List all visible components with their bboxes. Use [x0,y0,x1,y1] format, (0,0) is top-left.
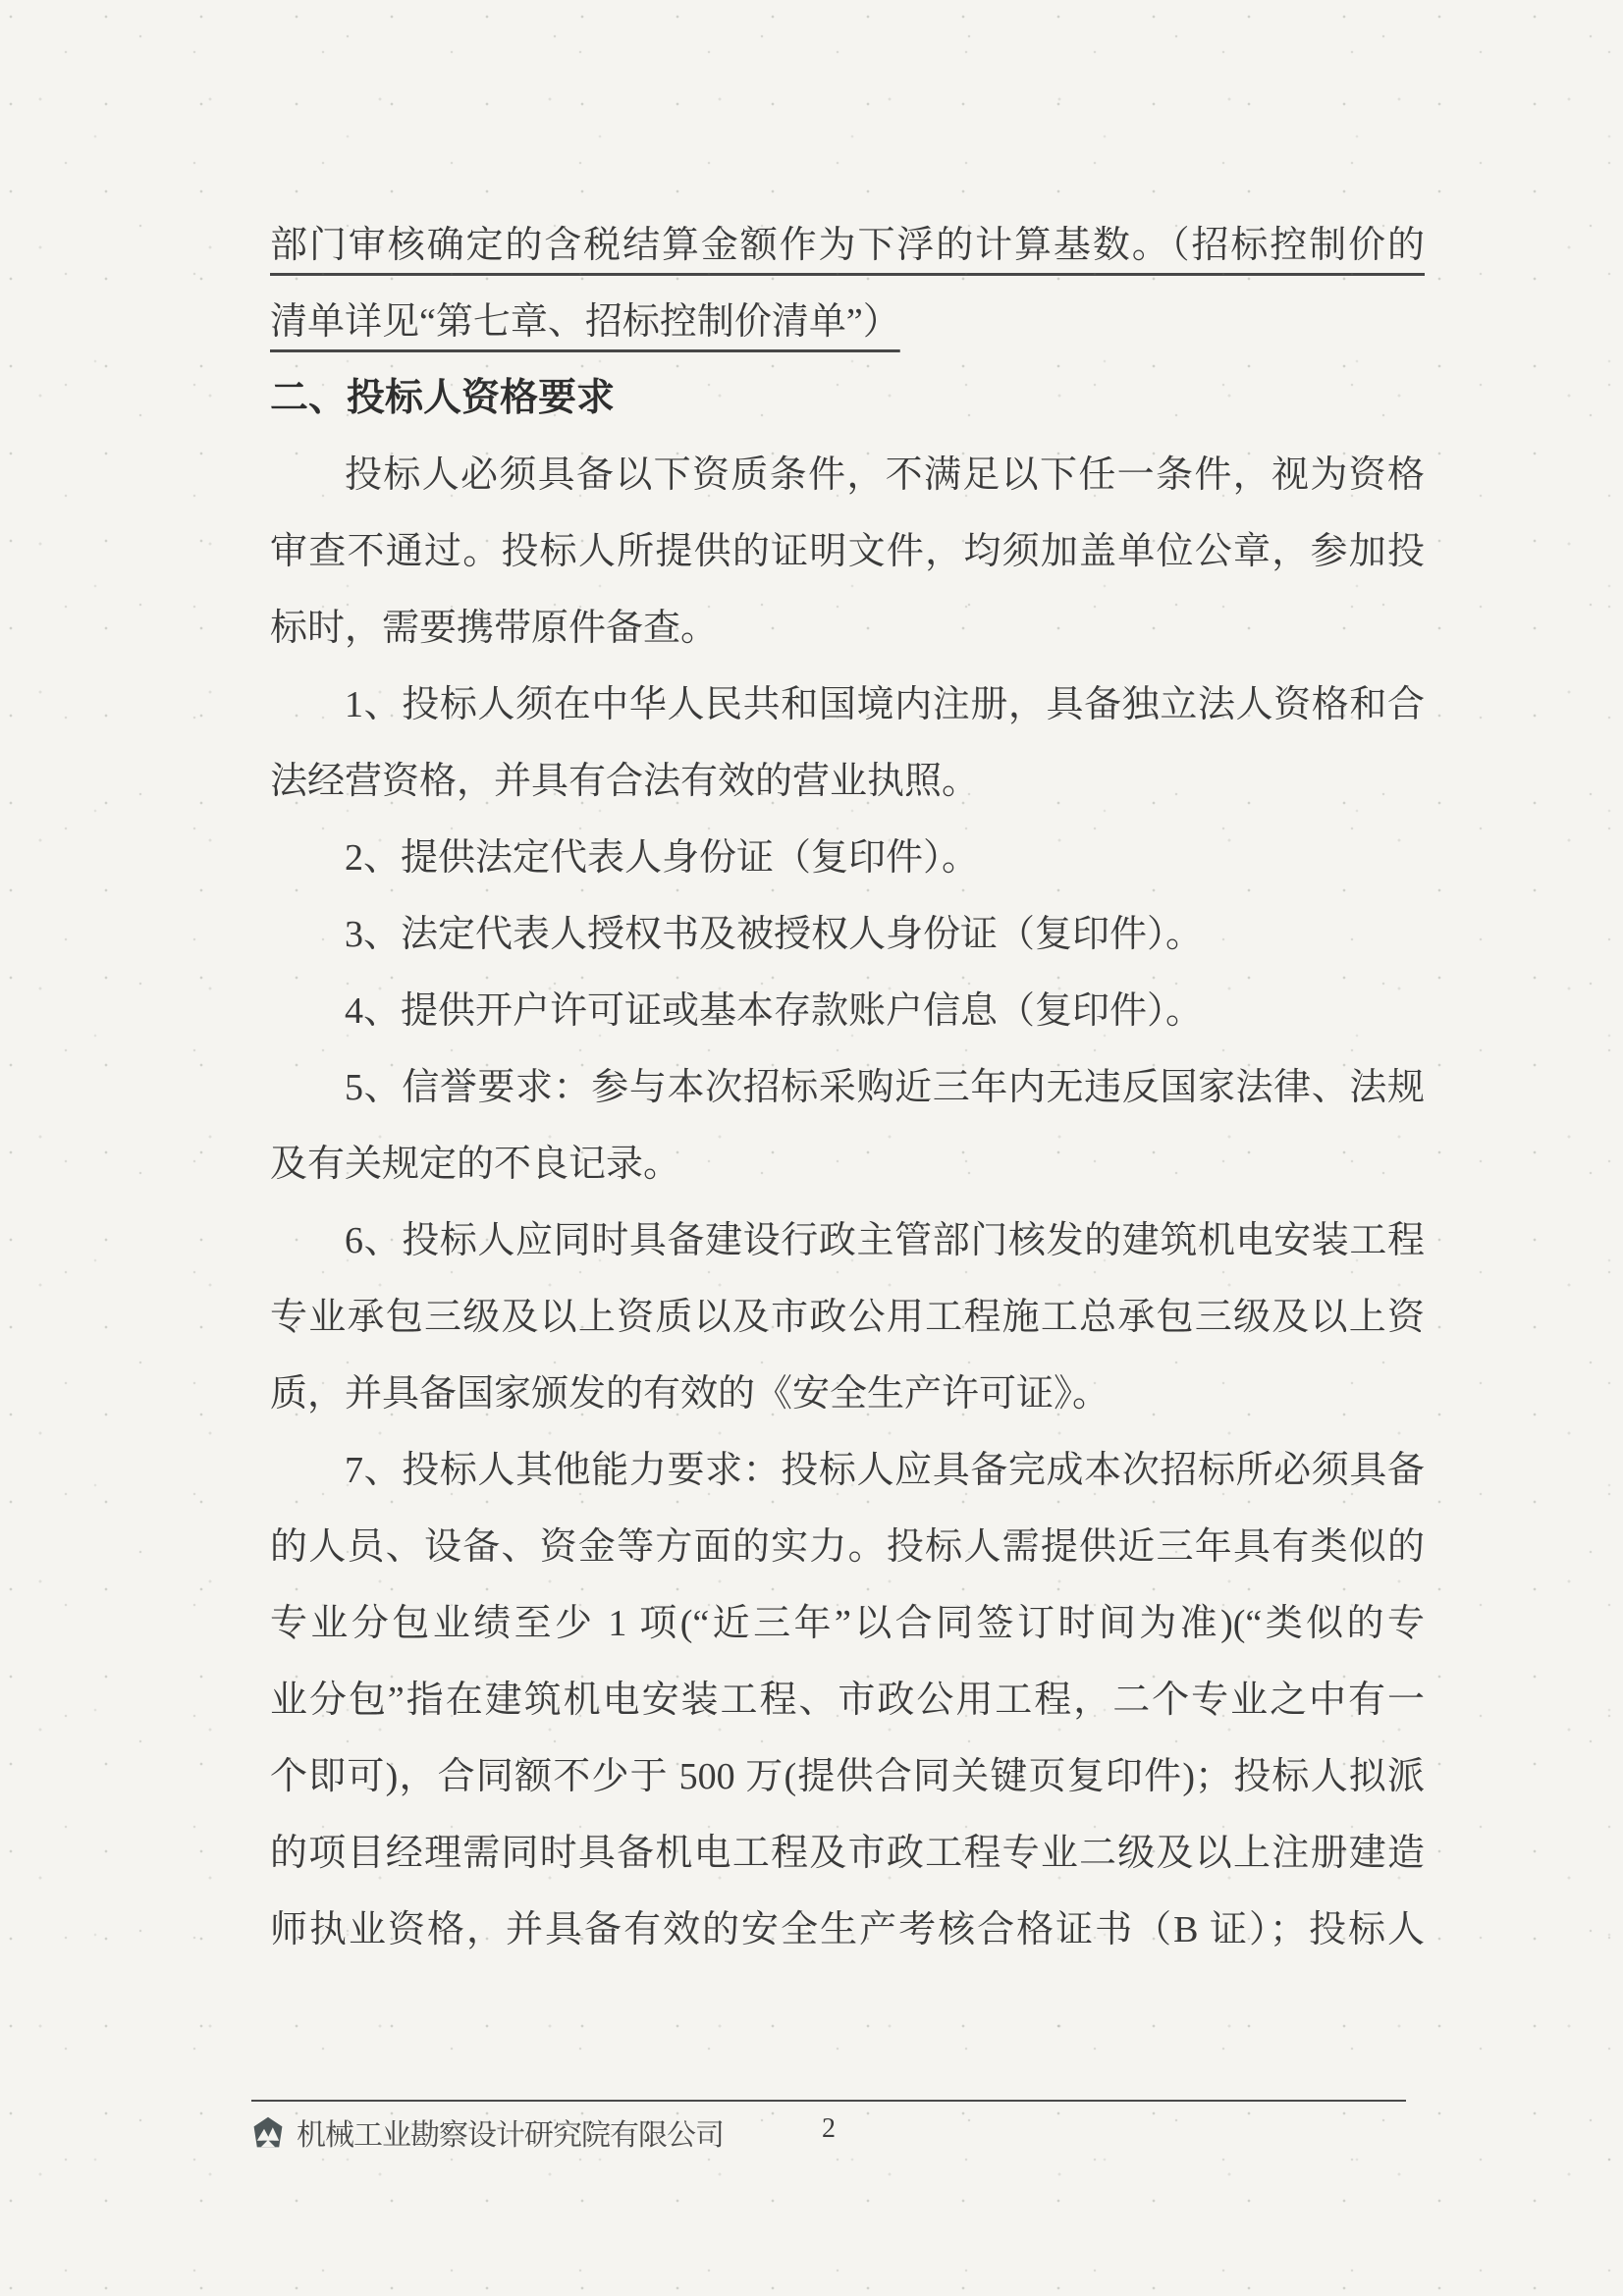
paragraph-line: 投标人必须具备以下资质条件，不满足以下任一条件，视为资格 [345,454,1425,496]
requirement-line-6: 6、投标人应同时具备建设行政主管部门核发的建筑机电安装工程 [345,1220,1425,1261]
requirement-line-7: 专业分包业绩至少 1 项(“近三年”以合同签订时间为准)(“类似的专 [270,1603,1425,1644]
document-body [270,207,1425,1968]
requirement-line-7: 的项目经理需同时具备机电工程及市政工程专业二级及以上注册建造 [270,1833,1425,1874]
requirement-line-7: 7、投标人其他能力要求：投标人应具备完成本次招标所必须具备 [345,1450,1425,1491]
requirement-line-7: 师执业资格，并具备有效的安全生产考核合格证书（B 证）；投标人 [270,1909,1425,1950]
requirement-line-5: 及有关规定的不良记录。 [270,1144,681,1185]
requirement-line-3: 3、法定代表人授权书及被授权人身份证（复印件）。 [345,914,1204,955]
requirement-line-1: 1、投标人须在中华人民共和国境内注册，具备独立法人资格和合 [345,684,1425,725]
page-number: 2 [822,2113,836,2144]
section-heading: 二、投标人资格要求 [270,377,616,419]
mountain-logo-icon [251,2116,285,2148]
requirement-line-1: 法经营资格，并具有合法有效的营业执照。 [270,761,980,802]
intro-underlined-line: 部门审核确定的含税结算金额作为下浮的计算基数。（招标控制价的 [270,225,1425,266]
requirement-line-7: 业分包”指在建筑机电安装工程、市政公用工程，二个专业之中有一 [270,1680,1425,1721]
requirement-line-2: 2、提供法定代表人身份证（复印件）。 [345,837,980,879]
requirement-line-7: 个即可)，合同额不少于 500 万(提供合同关键页复印件)；投标人拟派 [270,1756,1425,1797]
requirement-line-4: 4、提供开户许可证或基本存款账户信息（复印件）。 [345,990,1204,1032]
requirement-line-6: 质，并具备国家颁发的有效的《安全生产许可证》。 [270,1373,1110,1415]
page-footer [251,2100,1406,2154]
requirement-line-5: 5、信誉要求：参与本次招标采购近三年内无违反国家法律、法规 [345,1067,1425,1108]
requirement-line-7: 的人员、设备、资金等方面的实力。投标人需提供近三年具有类似的 [270,1526,1425,1568]
requirement-line-6: 专业承包三级及以上资质以及市政公用工程施工总承包三级及以上资 [270,1297,1425,1338]
paragraph-line: 标时，需要携带原件备查。 [270,608,719,649]
footer-company-name: 机械工业勘察设计研究院有限公司 [297,2119,724,2152]
paragraph-line: 审查不通过。投标人所提供的证明文件，均须加盖单位公章，参加投 [270,531,1425,572]
intro-underlined-line: 清单详见“第七章、招标控制价清单”） [270,301,900,343]
